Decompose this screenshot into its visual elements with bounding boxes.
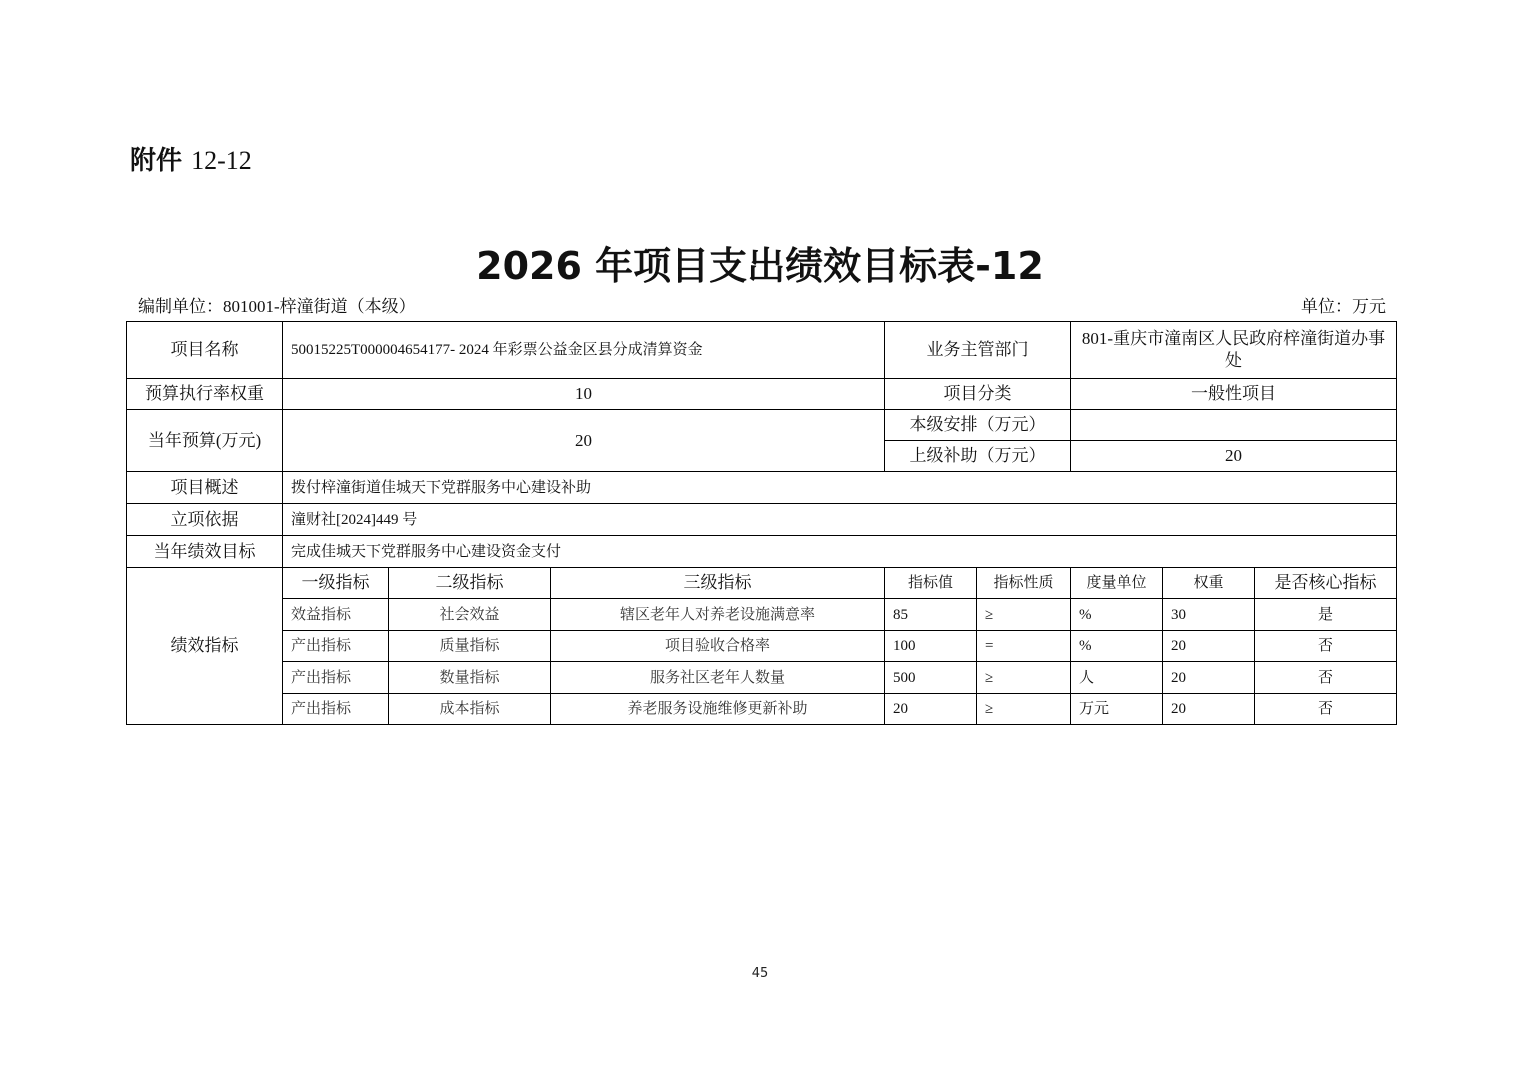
indicator-core: 是: [1255, 599, 1397, 631]
indicator-l2: 成本指标: [389, 694, 551, 725]
row-goal: [127, 536, 1397, 568]
indicator-value: 500: [885, 662, 977, 694]
indicator-weight: 20: [1163, 662, 1255, 694]
overview-value: 拨付梓潼街道佳城天下党群服务中心建设补助: [283, 472, 1397, 504]
attachment-label-text: 附件: [130, 146, 183, 176]
category-label: 项目分类: [885, 379, 1071, 410]
indicator-l3: 辖区老年人对养老设施满意率: [551, 599, 885, 631]
row-overview: [127, 472, 1397, 504]
header-value: 指标值: [885, 568, 977, 599]
indicator-l1: 产出指标: [283, 694, 389, 725]
indicator-unit: 人: [1071, 662, 1163, 694]
dept-value: 801-重庆市潼南区人民政府梓潼街道办事处: [1071, 322, 1397, 379]
upper-subsidy-label: 上级补助（万元）: [885, 441, 1071, 472]
goal-label: 当年绩效目标: [127, 536, 283, 568]
indicator-l2: 质量指标: [389, 631, 551, 662]
budget-rate-value: 10: [283, 379, 885, 410]
indicator-row: [127, 662, 1397, 694]
indicator-l2: 数量指标: [389, 662, 551, 694]
row-budget-rate: [127, 379, 1397, 410]
local-arrange-label: 本级安排（万元）: [885, 410, 1071, 441]
project-name-label: 项目名称: [127, 322, 283, 379]
header-unit: 度量单位: [1071, 568, 1163, 599]
currency-unit: 单位：万元: [1301, 297, 1386, 316]
indicator-l1: 产出指标: [283, 631, 389, 662]
indicator-nature: ≥: [977, 694, 1071, 725]
current-budget-value: 20: [283, 410, 885, 472]
indicator-nature: ≥: [977, 599, 1071, 631]
indicator-core: 否: [1255, 694, 1397, 725]
indicator-value: 100: [885, 631, 977, 662]
current-budget-label: 当年预算(万元): [127, 410, 283, 472]
indicator-unit: %: [1071, 631, 1163, 662]
indicators-label: 绩效指标: [127, 568, 283, 725]
row-indicator-headers: [127, 568, 1397, 599]
basis-value: 潼财社[2024]449 号: [283, 504, 1397, 536]
indicator-nature: =: [977, 631, 1071, 662]
basis-label: 立项依据: [127, 504, 283, 536]
indicator-row: [127, 694, 1397, 725]
project-name-value: 50015225T000004654177- 2024 年彩票公益金区县分成清算资金: [283, 322, 885, 379]
header-nature: 指标性质: [977, 568, 1071, 599]
indicator-row: [127, 599, 1397, 631]
header-l3: 三级指标: [551, 568, 885, 599]
indicator-nature: ≥: [977, 662, 1071, 694]
indicator-core: 否: [1255, 631, 1397, 662]
indicator-unit: 万元: [1071, 694, 1163, 725]
overview-label: 项目概述: [127, 472, 283, 504]
header-l1: 一级指标: [283, 568, 389, 599]
performance-table: [126, 321, 1397, 725]
org-unit: 编制单位：801001-梓潼街道（本级）: [138, 297, 416, 316]
header-core: 是否核心指标: [1255, 568, 1397, 599]
attachment-number: 12-12: [191, 146, 252, 175]
category-value: 一般性项目: [1071, 379, 1397, 410]
indicator-l3: 服务社区老年人数量: [551, 662, 885, 694]
upper-subsidy-value: 20: [1071, 441, 1397, 472]
local-arrange-value: [1071, 410, 1397, 441]
budget-rate-label: 预算执行率权重: [127, 379, 283, 410]
page-number: 45: [751, 966, 769, 981]
indicator-value: 20: [885, 694, 977, 725]
indicator-l3: 项目验收合格率: [551, 631, 885, 662]
indicator-core: 否: [1255, 662, 1397, 694]
header-l2: 二级指标: [389, 568, 551, 599]
indicator-row: [127, 631, 1397, 662]
attachment-label: [130, 143, 252, 179]
row-current-budget: [127, 410, 1397, 441]
indicator-l2: 社会效益: [389, 599, 551, 631]
indicator-weight: 20: [1163, 631, 1255, 662]
indicator-value: 85: [885, 599, 977, 631]
indicator-l1: 效益指标: [283, 599, 389, 631]
row-project-name: [127, 322, 1397, 379]
row-basis: [127, 504, 1397, 536]
dept-label: 业务主管部门: [885, 322, 1071, 379]
indicator-unit: %: [1071, 599, 1163, 631]
header-weight: 权重: [1163, 568, 1255, 599]
indicator-l3: 养老服务设施维修更新补助: [551, 694, 885, 725]
goal-value: 完成佳城天下党群服务中心建设资金支付: [283, 536, 1397, 568]
page-title: 2026 年项目支出绩效目标表-12: [476, 244, 1044, 288]
indicator-weight: 20: [1163, 694, 1255, 725]
indicator-l1: 产出指标: [283, 662, 389, 694]
indicator-weight: 30: [1163, 599, 1255, 631]
